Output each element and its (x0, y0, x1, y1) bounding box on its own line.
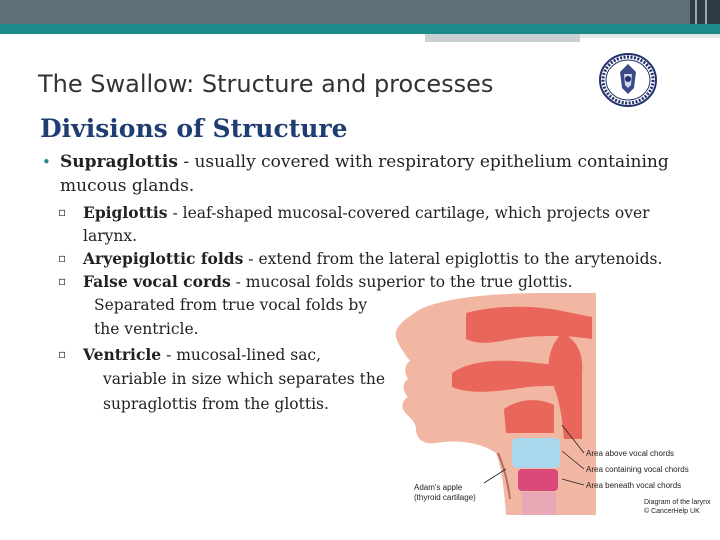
sub-bullet-aryepiglottic (58, 247, 688, 271)
section-heading: Divisions of Structure (40, 114, 348, 143)
label-thyroid-cartilage: (thyroid cartilage) (414, 493, 476, 502)
university-seal-icon (598, 52, 658, 108)
definition: - leaf-shaped mucosal-covered cartilage, which projects over larynx. (83, 204, 650, 245)
sub-bullet-marker: ▫ (58, 205, 67, 219)
definition: - mucosal-lined sac, (161, 346, 322, 364)
upper-larynx (504, 400, 554, 433)
sub-bullet-false-cords (58, 270, 688, 294)
term: Supraglottis (60, 152, 178, 172)
term: Ventricle (83, 345, 162, 364)
term: Aryepiglottic folds (83, 249, 244, 268)
bullet-marker: • (42, 153, 51, 171)
top-bar (0, 0, 720, 24)
label-area-containing: Area containing vocal chords (586, 465, 689, 474)
area-below-vocal-chords (518, 469, 558, 491)
label-area-above: Area above vocal chords (586, 449, 675, 458)
sub-bullet-marker: ▫ (58, 274, 67, 288)
sub-bullet-epiglottis (58, 201, 688, 248)
accent-bar (580, 34, 720, 38)
bullet-supraglottis (42, 150, 682, 198)
ventricle-continuation: variable in size which separates the (103, 370, 386, 388)
false-cords-continuation: Separated from true vocal folds by (94, 296, 368, 314)
accent-stripe (0, 24, 720, 34)
vocal-chord-area (512, 438, 560, 468)
definition: - mucosal folds superior to the true glottis. (230, 273, 573, 291)
ventricle-continuation: supraglottis from the glottis. (103, 395, 329, 413)
trachea (522, 492, 556, 515)
top-bar-divider (695, 0, 697, 24)
term: False vocal cords (83, 272, 231, 291)
top-bar-divider (705, 0, 707, 24)
definition: - extend from the lateral epiglottis to the arytenoids. (243, 250, 663, 268)
caption-credit: © CancerHelp UK (644, 508, 700, 515)
accent-bar (425, 34, 580, 42)
false-cords-continuation: the ventricle. (94, 320, 199, 338)
label-area-beneath: Area beneath vocal chords (586, 481, 682, 490)
term: Epiglottis (83, 203, 168, 222)
sub-bullet-marker: ▫ (58, 251, 67, 265)
caption-line: Diagram of the larynx (644, 499, 711, 506)
sub-bullet-marker: ▫ (58, 347, 67, 361)
label-adams-apple: Adam's apple (414, 483, 463, 492)
diagram-caption (644, 498, 711, 516)
slide-title: The Swallow: Structure and processes (38, 70, 494, 98)
definition: - usually covered with respiratory epithelium containing mucous glands. (60, 152, 669, 196)
